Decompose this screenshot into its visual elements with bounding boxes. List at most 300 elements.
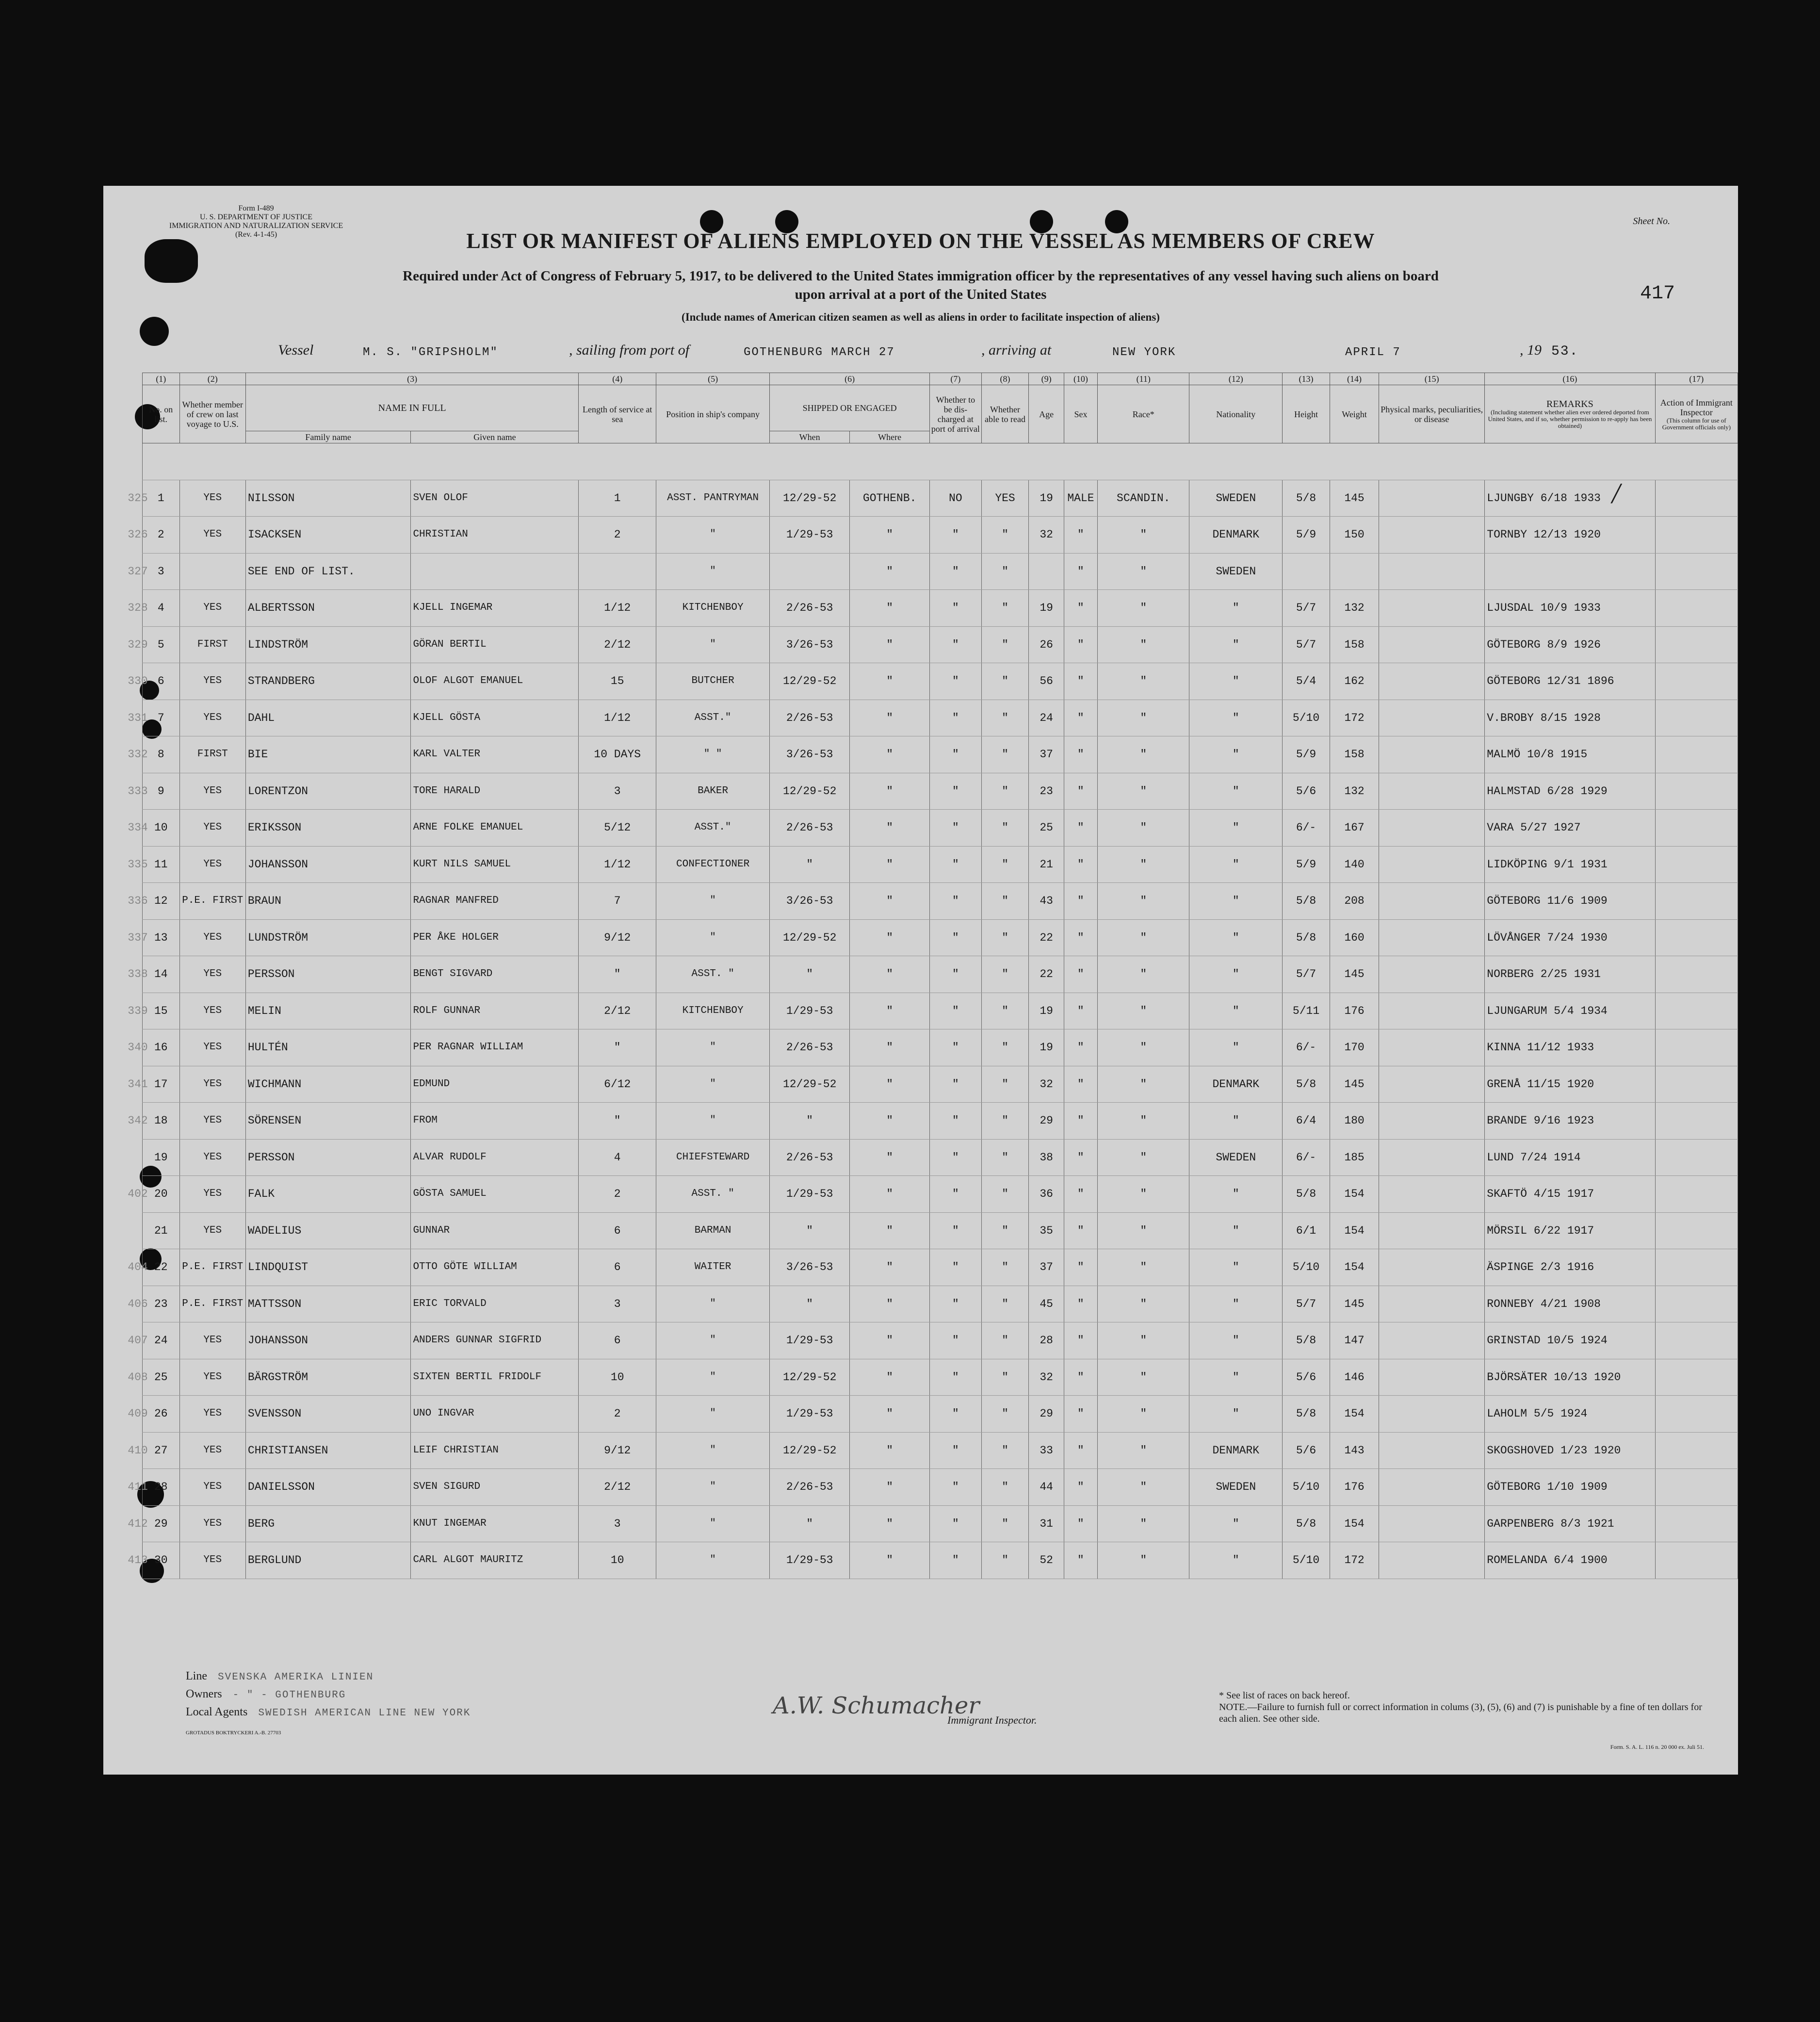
weight-cell: 146	[1330, 1359, 1379, 1396]
shipped-when-cell: "	[770, 1505, 850, 1542]
col-num: (6)	[770, 373, 930, 385]
remarks-cell: LAHOLM 5/5 1924	[1485, 1396, 1655, 1433]
age-cell: 23	[1029, 773, 1064, 810]
row-number-cell	[128, 1029, 180, 1066]
remarks-cell: LIDKÖPING 9/1 1931	[1485, 846, 1655, 883]
inspector-action-cell	[1655, 919, 1738, 956]
family-name-cell: WICHMANN	[245, 1066, 411, 1103]
shipped-when-cell: 12/29-52	[770, 480, 850, 517]
margin-number: 341	[128, 1077, 148, 1091]
family-name-cell: SEE END OF LIST.	[245, 553, 411, 590]
physical-marks-cell	[1379, 956, 1485, 993]
sex-cell: "	[1064, 553, 1097, 590]
spacer-row	[143, 443, 1738, 480]
nationality-cell: "	[1189, 1542, 1283, 1579]
given-name-cell: FROM	[411, 1103, 579, 1140]
remarks-cell: LUND 7/24 1914	[1485, 1139, 1655, 1176]
able-to-read-cell: "	[981, 1359, 1029, 1396]
table-row	[143, 480, 1738, 517]
age-cell: 19	[1029, 993, 1064, 1029]
physical-marks-cell	[1379, 517, 1485, 554]
position-cell: "	[656, 1505, 770, 1542]
margin-number: 333	[128, 784, 148, 798]
remarks-cell: V.BROBY 8/15 1928	[1485, 700, 1655, 736]
discharged-cell: "	[930, 553, 981, 590]
shipped-where-cell: "	[850, 993, 930, 1029]
able-to-read-cell: "	[981, 993, 1029, 1029]
height-cell: 6/1	[1283, 1212, 1330, 1249]
height-cell: 5/8	[1283, 883, 1330, 920]
able-to-read-cell: "	[981, 883, 1029, 920]
row-number: 29	[154, 1517, 168, 1530]
position-cell: "	[656, 1322, 770, 1359]
row-number-cell	[128, 919, 180, 956]
position-cell: CONFECTIONER	[656, 846, 770, 883]
form-code: Form. S. A. L. 116 n. 20 000 ex. Juli 51.	[1610, 1744, 1704, 1750]
table-row	[143, 663, 1738, 700]
family-name-cell: SVENSSON	[245, 1396, 411, 1433]
row-number: 17	[154, 1077, 168, 1091]
margin-number: 332	[128, 748, 148, 761]
row-number-cell	[128, 883, 180, 920]
table-row	[143, 1542, 1738, 1579]
remarks-cell: RONNEBY 4/21 1908	[1485, 1286, 1655, 1322]
discharged-cell: "	[930, 919, 981, 956]
shipped-when-cell: 1/29-53	[770, 517, 850, 554]
position-cell: "	[656, 883, 770, 920]
action-note: (This column for use of Government officials only)	[1662, 416, 1731, 431]
shipped-where-cell: "	[850, 919, 930, 956]
margin-number: 340	[128, 1041, 148, 1054]
line-label: Line	[186, 1670, 207, 1682]
shipped-where-cell: "	[850, 1359, 930, 1396]
given-name-cell: ROLF GUNNAR	[411, 993, 579, 1029]
remarks-cell: GARPENBERG 8/3 1921	[1485, 1505, 1655, 1542]
race-cell: "	[1098, 590, 1189, 627]
age-cell: 29	[1029, 1103, 1064, 1140]
col-num: (11)	[1098, 373, 1189, 385]
inspector-action-cell	[1655, 1396, 1738, 1433]
age-cell: 35	[1029, 1212, 1064, 1249]
weight-cell	[1330, 553, 1379, 590]
given-name-cell: ANDERS GUNNAR SIGFRID	[411, 1322, 579, 1359]
row-number-cell	[128, 626, 180, 663]
race-cell: "	[1098, 1469, 1189, 1506]
header-physical: Physical marks, peculiarities, or disease	[1379, 385, 1485, 443]
family-name-cell: LORENTZON	[245, 773, 411, 810]
length-of-service-cell: 7	[579, 883, 656, 920]
weight-cell: 208	[1330, 883, 1379, 920]
crew-status-cell: P.E. FIRST	[179, 1249, 245, 1286]
discharged-cell: "	[930, 1432, 981, 1469]
row-number: 12	[154, 895, 168, 908]
row-number-cell	[128, 1359, 180, 1396]
shipped-where-cell: "	[850, 1066, 930, 1103]
weight-cell: 185	[1330, 1139, 1379, 1176]
discharged-cell: "	[930, 956, 981, 993]
able-to-read-cell: "	[981, 1505, 1029, 1542]
row-number-cell	[128, 773, 180, 810]
nationality-cell: "	[1189, 883, 1283, 920]
crew-status-cell: YES	[179, 846, 245, 883]
margin-number: 337	[128, 931, 148, 944]
length-of-service-cell: 9/12	[579, 1432, 656, 1469]
margin-number: 406	[128, 1297, 148, 1310]
sex-cell: "	[1064, 1176, 1097, 1213]
discharged-cell: "	[930, 810, 981, 847]
shipped-when-cell: "	[770, 1286, 850, 1322]
nationality-cell: "	[1189, 1396, 1283, 1433]
nationality-cell: "	[1189, 846, 1283, 883]
remarks-cell: BRANDE 9/16 1923	[1485, 1103, 1655, 1140]
crew-status-cell: YES	[179, 1066, 245, 1103]
nationality-cell: "	[1189, 1029, 1283, 1066]
crew-status-cell: YES	[179, 700, 245, 736]
discharged-cell: "	[930, 626, 981, 663]
nationality-cell: DENMARK	[1189, 517, 1283, 554]
race-cell: "	[1098, 1029, 1189, 1066]
shipped-where-cell: "	[850, 1249, 930, 1286]
inspector-action-cell	[1655, 517, 1738, 554]
shipped-where-cell: "	[850, 1396, 930, 1433]
remarks-cell: LJUSDAL 10/9 1933	[1485, 590, 1655, 627]
table-row	[143, 773, 1738, 810]
row-number: 28	[154, 1481, 168, 1494]
race-cell: "	[1098, 1139, 1189, 1176]
nationality-cell: "	[1189, 810, 1283, 847]
nationality-cell: "	[1189, 1103, 1283, 1140]
margin-number: 404	[128, 1261, 148, 1274]
table-row	[143, 1176, 1738, 1213]
row-number: 16	[154, 1041, 168, 1054]
given-name-cell: KARL VALTER	[411, 736, 579, 773]
race-cell: "	[1098, 1432, 1189, 1469]
col-num: (17)	[1655, 373, 1738, 385]
table-row	[143, 1286, 1738, 1322]
family-name-cell: JOHANSSON	[245, 846, 411, 883]
nationality-cell: "	[1189, 700, 1283, 736]
weight-cell: 140	[1330, 846, 1379, 883]
physical-marks-cell	[1379, 626, 1485, 663]
crew-status-cell: P.E. FIRST	[179, 1286, 245, 1322]
length-of-service-cell: 3	[579, 773, 656, 810]
line-value: SVENSKA AMERIKA LINIEN	[217, 1672, 374, 1683]
remarks-title: REMARKS	[1546, 398, 1593, 409]
crew-status-cell: YES	[179, 1322, 245, 1359]
family-name-cell: SÖRENSEN	[245, 1103, 411, 1140]
footer-block	[186, 1668, 471, 1741]
able-to-read-cell: YES	[981, 480, 1029, 517]
row-number-cell	[128, 1322, 180, 1359]
weight-cell: 176	[1330, 993, 1379, 1029]
able-to-read-cell: "	[981, 663, 1029, 700]
row-number-cell	[128, 553, 180, 590]
able-to-read-cell: "	[981, 773, 1029, 810]
vessel-name: M. S. "GRIPSHOLM"	[363, 346, 498, 359]
table-row	[143, 1212, 1738, 1249]
row-number: 22	[154, 1261, 168, 1274]
length-of-service-cell: 5/12	[579, 810, 656, 847]
weight-cell: 132	[1330, 590, 1379, 627]
header-where: Where	[850, 431, 930, 443]
col-num: (3)	[245, 373, 579, 385]
sex-cell: "	[1064, 1249, 1097, 1286]
given-name-cell: PER ÅKE HOLGER	[411, 919, 579, 956]
nationality-cell: SWEDEN	[1189, 1469, 1283, 1506]
shipped-when-cell: 12/29-52	[770, 1359, 850, 1396]
family-name-cell: CHRISTIANSEN	[245, 1432, 411, 1469]
shipped-when-cell: 12/29-52	[770, 773, 850, 810]
margin-number: 402	[128, 1188, 148, 1201]
physical-marks-cell	[1379, 1359, 1485, 1396]
margin-number: 334	[128, 821, 148, 834]
race-note: * See list of races on back hereof.	[1219, 1690, 1350, 1701]
physical-marks-cell	[1379, 1469, 1485, 1506]
height-cell: 5/11	[1283, 993, 1330, 1029]
shipped-where-cell: "	[850, 700, 930, 736]
table-row	[143, 626, 1738, 663]
shipped-when-cell: 3/26-53	[770, 626, 850, 663]
weight-cell: 158	[1330, 736, 1379, 773]
position-cell: "	[656, 1066, 770, 1103]
inspector-action-cell	[1655, 1029, 1738, 1066]
race-cell: "	[1098, 663, 1189, 700]
discharged-cell: "	[930, 663, 981, 700]
header-when: When	[770, 431, 850, 443]
crew-status-cell: YES	[179, 1103, 245, 1140]
col-num: (12)	[1189, 373, 1283, 385]
col-num: (1)	[143, 373, 180, 385]
header-last-voyage: Whether member of crew on last voyage to U.S.	[179, 385, 245, 443]
position-cell: ASST. PANTRYMAN	[656, 480, 770, 517]
family-name-cell: PERSSON	[245, 1139, 411, 1176]
inspector-label: Immigrant Inspector.	[947, 1714, 1037, 1726]
agents-value: SWEDISH AMERICAN LINE NEW YORK	[258, 1708, 471, 1719]
shipped-where-cell: "	[850, 663, 930, 700]
weight-cell: 154	[1330, 1396, 1379, 1433]
length-of-service-cell: "	[579, 1103, 656, 1140]
able-to-read-cell: "	[981, 1396, 1029, 1433]
table-row	[143, 1249, 1738, 1286]
weight-cell: 154	[1330, 1505, 1379, 1542]
length-of-service-cell: 10	[579, 1359, 656, 1396]
discharged-cell: "	[930, 1249, 981, 1286]
age-cell: 43	[1029, 883, 1064, 920]
inspector-action-cell	[1655, 700, 1738, 736]
row-number-cell	[128, 1066, 180, 1103]
sex-cell: "	[1064, 810, 1097, 847]
inspector-action-cell	[1655, 1212, 1738, 1249]
height-cell: 5/8	[1283, 1322, 1330, 1359]
family-name-cell: BERGLUND	[245, 1542, 411, 1579]
table-row	[143, 1066, 1738, 1103]
inspector-action-cell	[1655, 1322, 1738, 1359]
table-row	[143, 956, 1738, 993]
margin-number: 329	[128, 638, 148, 651]
crew-status-cell: YES	[179, 1542, 245, 1579]
able-to-read-cell: "	[981, 1139, 1029, 1176]
sex-cell: "	[1064, 1139, 1097, 1176]
margin-number: 407	[128, 1334, 148, 1347]
shipped-where-cell: "	[850, 1542, 930, 1579]
row-number-cell	[128, 810, 180, 847]
spacer-cell	[143, 443, 1738, 480]
row-number: 5	[157, 638, 164, 651]
age-cell: 22	[1029, 919, 1064, 956]
length-of-service-cell: 6	[579, 1212, 656, 1249]
race-cell: "	[1098, 846, 1189, 883]
able-to-read-cell: "	[981, 736, 1029, 773]
family-name-cell: MATTSSON	[245, 1286, 411, 1322]
shipped-when-cell: 12/29-52	[770, 663, 850, 700]
nationality-cell: "	[1189, 1212, 1283, 1249]
family-name-cell: JOHANSSON	[245, 1322, 411, 1359]
remarks-cell: HALMSTAD 6/28 1929	[1485, 773, 1655, 810]
row-number-cell	[128, 1286, 180, 1322]
physical-marks-cell	[1379, 736, 1485, 773]
physical-marks-cell	[1379, 810, 1485, 847]
age-cell: 21	[1029, 846, 1064, 883]
crew-status-cell: YES	[179, 1139, 245, 1176]
age-cell: 56	[1029, 663, 1064, 700]
height-cell: 5/7	[1283, 626, 1330, 663]
shipped-when-cell: 3/26-53	[770, 1249, 850, 1286]
nationality-cell: "	[1189, 1322, 1283, 1359]
length-of-service-cell: 10 DAYS	[579, 736, 656, 773]
age-cell: 28	[1029, 1322, 1064, 1359]
header-remarks	[1485, 385, 1655, 443]
weight-cell: 145	[1330, 1286, 1379, 1322]
inspector-action-cell	[1655, 1249, 1738, 1286]
inspector-action-cell	[1655, 590, 1738, 627]
header-length-service: Length of service at sea	[579, 385, 656, 443]
nationality-cell: "	[1189, 663, 1283, 700]
shipped-when-cell: 2/26-53	[770, 1469, 850, 1506]
nationality-cell: "	[1189, 626, 1283, 663]
action-title: Action of Immigrant Inspector	[1660, 397, 1733, 417]
race-cell: "	[1098, 1542, 1189, 1579]
height-cell: 6/-	[1283, 1139, 1330, 1176]
given-name-cell: GUNNAR	[411, 1212, 579, 1249]
line-field	[186, 1668, 471, 1686]
subtitle-continued: upon arrival at a port of the United States	[795, 287, 1047, 302]
length-of-service-cell: 3	[579, 1505, 656, 1542]
remarks-cell: LJUNGARUM 5/4 1934	[1485, 993, 1655, 1029]
margin-number: 336	[128, 895, 148, 908]
given-name-cell: OTTO GÖTE WILLIAM	[411, 1249, 579, 1286]
remarks-cell: TORNBY 12/13 1920	[1485, 517, 1655, 554]
inspector-action-cell	[1655, 883, 1738, 920]
discharged-cell: "	[930, 1066, 981, 1103]
shipped-when-cell: 1/29-53	[770, 993, 850, 1029]
shipped-where-cell: "	[850, 626, 930, 663]
agents-field	[186, 1704, 471, 1722]
given-name-cell: ARNE FOLKE EMANUEL	[411, 810, 579, 847]
position-cell: BARMAN	[656, 1212, 770, 1249]
length-of-service-cell: "	[579, 956, 656, 993]
row-number-cell	[128, 736, 180, 773]
sex-cell: "	[1064, 1542, 1097, 1579]
height-cell: 5/6	[1283, 773, 1330, 810]
family-name-cell: LUNDSTRÖM	[245, 919, 411, 956]
header-action	[1655, 385, 1738, 443]
row-number-cell	[128, 1249, 180, 1286]
table-row	[143, 1029, 1738, 1066]
nationality-cell: "	[1189, 1359, 1283, 1396]
given-name-cell: KJELL INGEMAR	[411, 590, 579, 627]
nationality-cell: SWEDEN	[1189, 480, 1283, 517]
row-number-cell	[128, 480, 180, 517]
weight-cell: 160	[1330, 919, 1379, 956]
sex-cell: "	[1064, 1029, 1097, 1066]
race-cell: "	[1098, 1212, 1189, 1249]
given-name-cell: UNO INGVAR	[411, 1396, 579, 1433]
column-number-row	[143, 373, 1738, 385]
height-cell: 5/8	[1283, 1176, 1330, 1213]
inspector-action-cell	[1655, 553, 1738, 590]
length-of-service-cell: "	[579, 1029, 656, 1066]
weight-cell: 154	[1330, 1249, 1379, 1286]
row-number-cell	[128, 846, 180, 883]
height-cell: 5/8	[1283, 1505, 1330, 1542]
remarks-cell: NORBERG 2/25 1931	[1485, 956, 1655, 993]
position-cell: KITCHENBOY	[656, 590, 770, 627]
able-to-read-cell: "	[981, 1176, 1029, 1213]
length-of-service-cell: 2/12	[579, 993, 656, 1029]
length-of-service-cell: 1/12	[579, 846, 656, 883]
length-of-service-cell: 3	[579, 1286, 656, 1322]
height-cell: 5/6	[1283, 1359, 1330, 1396]
row-number-cell	[128, 1396, 180, 1433]
height-cell: 6/4	[1283, 1103, 1330, 1140]
sex-cell: "	[1064, 1359, 1097, 1396]
row-number: 3	[157, 565, 164, 578]
table-row	[143, 993, 1738, 1029]
position-cell: KITCHENBOY	[656, 993, 770, 1029]
owners-label: Owners	[186, 1688, 222, 1700]
nationality-cell: "	[1189, 1286, 1283, 1322]
row-number-cell	[128, 1432, 180, 1469]
position-cell: WAITER	[656, 1249, 770, 1286]
family-name-cell: WADELIUS	[245, 1212, 411, 1249]
row-number: 24	[154, 1334, 168, 1347]
inspector-action-cell	[1655, 993, 1738, 1029]
inspector-action-cell	[1655, 1505, 1738, 1542]
weight-cell: 150	[1330, 517, 1379, 554]
given-name-cell: LEIF CHRISTIAN	[411, 1432, 579, 1469]
row-number-cell	[128, 1542, 180, 1579]
header-given-name: Given name	[411, 431, 579, 443]
discharged-cell: "	[930, 1469, 981, 1506]
height-cell: 5/8	[1283, 1066, 1330, 1103]
physical-marks-cell	[1379, 553, 1485, 590]
able-to-read-cell: "	[981, 626, 1029, 663]
weight-cell: 176	[1330, 1469, 1379, 1506]
remarks-cell: LJUNGBY 6/18 1933	[1485, 480, 1655, 517]
discharged-cell: "	[930, 736, 981, 773]
table-row	[143, 517, 1738, 554]
crew-status-cell: YES	[179, 1029, 245, 1066]
race-cell: "	[1098, 700, 1189, 736]
position-cell: ASST."	[656, 700, 770, 736]
physical-marks-cell	[1379, 1322, 1485, 1359]
header-name: NAME IN FULL	[245, 385, 579, 431]
col-num: (15)	[1379, 373, 1485, 385]
nationality-cell: SWEDEN	[1189, 1139, 1283, 1176]
shipped-where-cell: "	[850, 1322, 930, 1359]
crew-status-cell: YES	[179, 1212, 245, 1249]
header-race: Race*	[1098, 385, 1189, 443]
